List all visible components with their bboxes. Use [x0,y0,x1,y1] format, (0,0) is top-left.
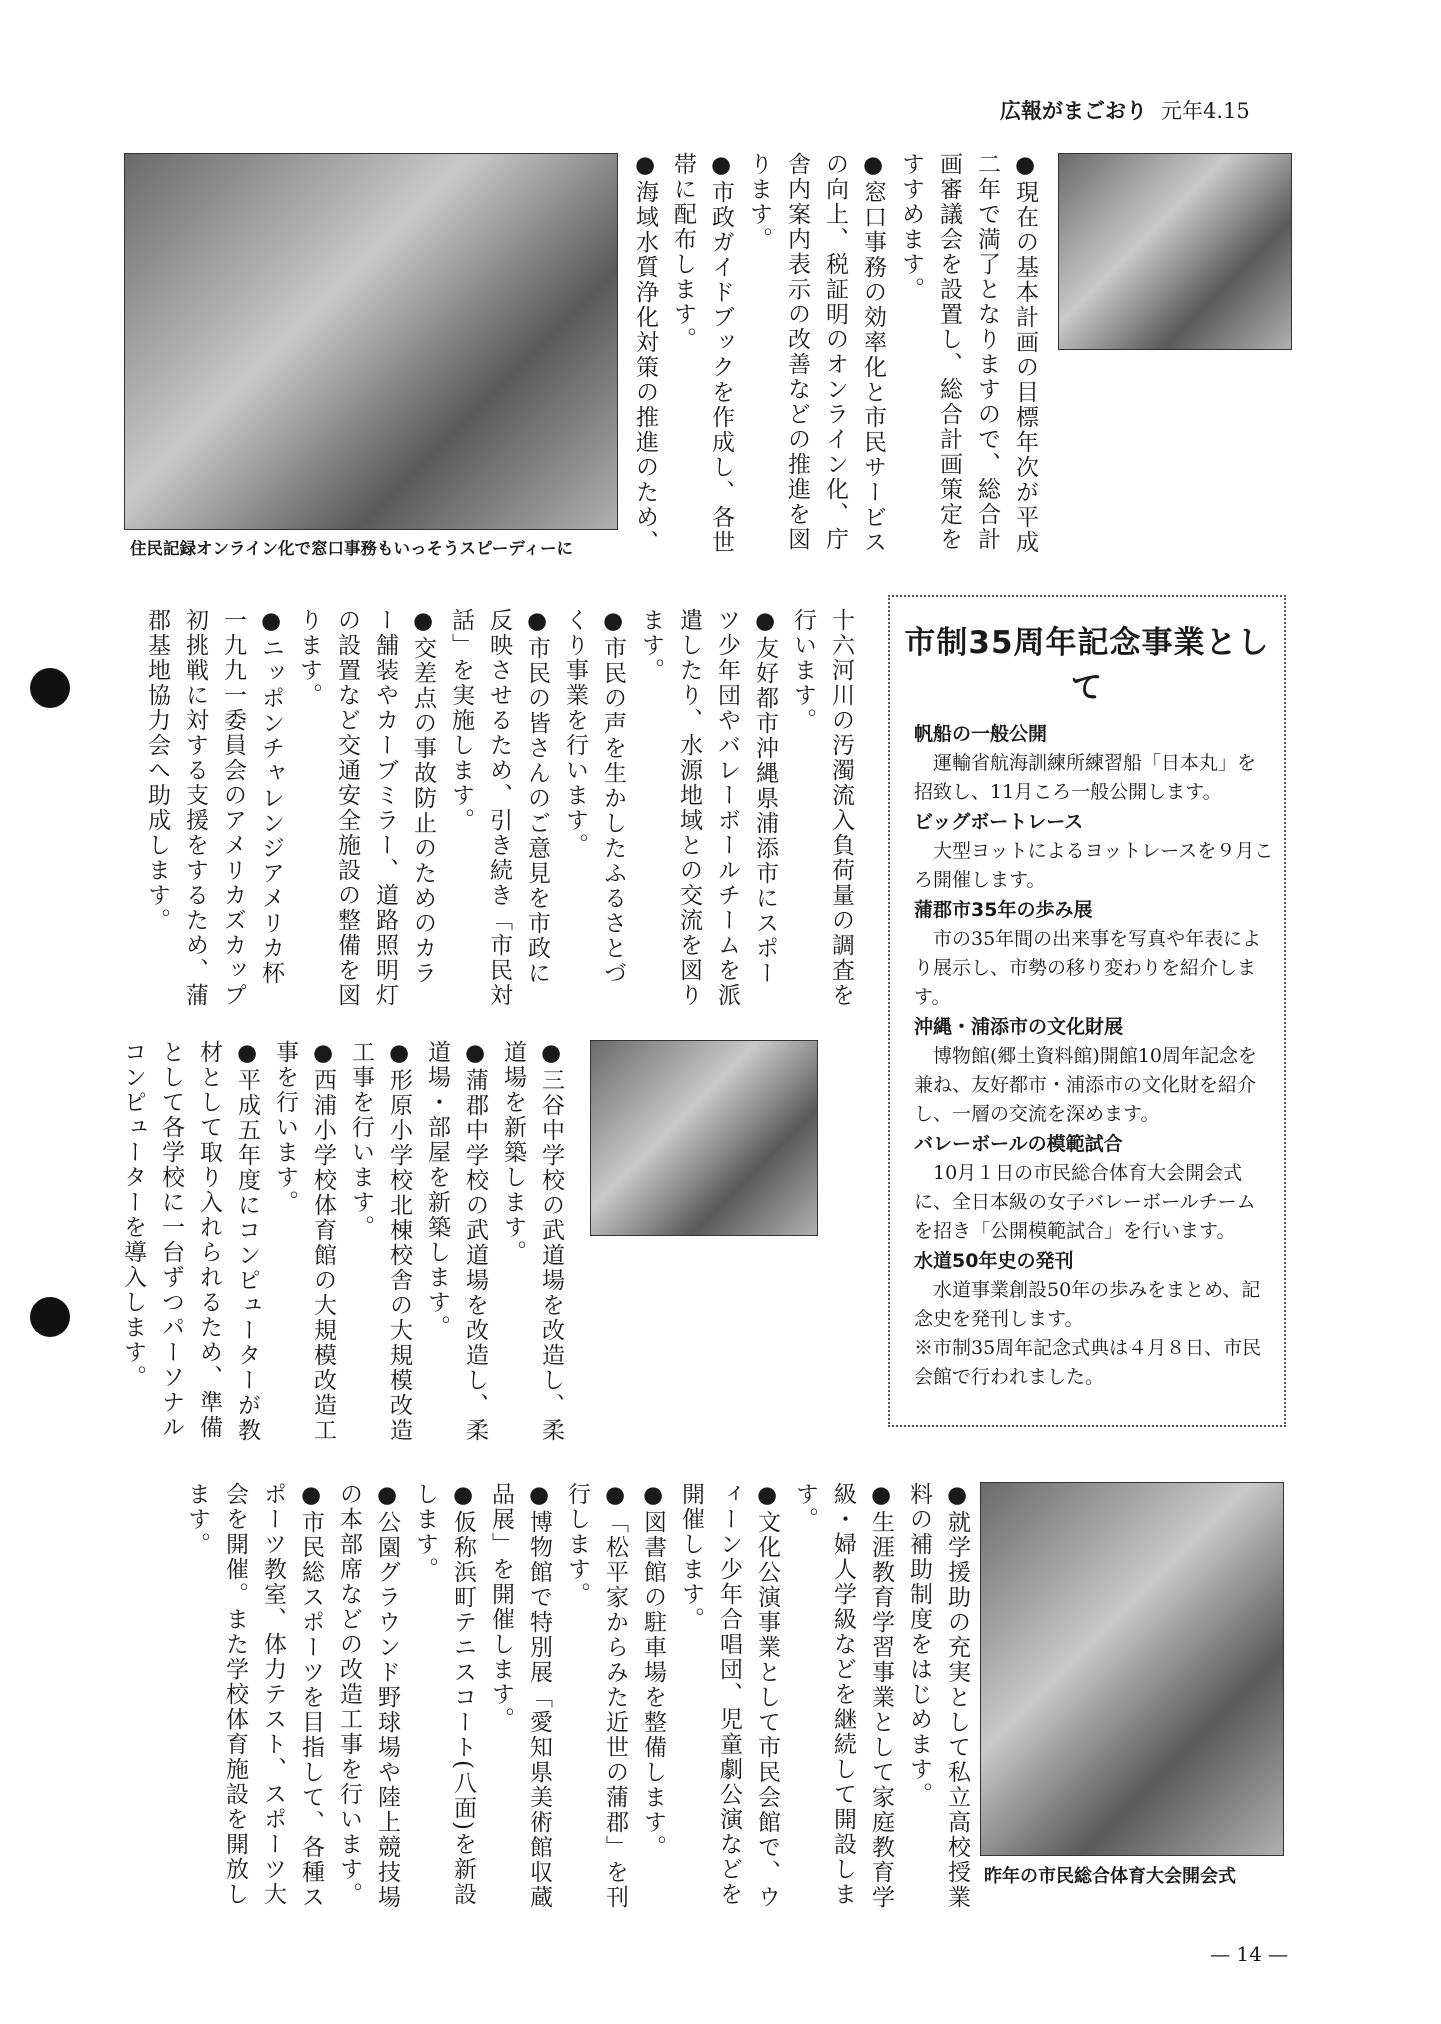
category-amount: 24億9,706万円 [1100,505,1312,538]
anniversary-section [914,1012,1274,1129]
anniversary-section [914,807,1274,895]
bottom-article [120,1482,976,1912]
paragraph: ●平成五年度にコンピューターが教材として取り入れられるため、準備として各学校に一台ずつパーソナルコンピューターを導入します。 [120,1040,260,1443]
paragraph: ●「松平家からみた近世の蒲郡」を刊行します。 [564,1482,628,1910]
slogan-line-rule [1104,427,1292,472]
sports-meet-caption: 昨年の市民総合体育大会開会式 [984,1866,1236,1887]
category-name: 総務費 [1184,458,1277,494]
slogan-line-1: 快汗、のびのび、 [648,1269,848,1298]
paragraph: ●生涯教育学習事業として家庭教育学級・婦人学級などを継続して開設します。 [792,1482,894,1910]
section-body: 博物館(郷土資料館)開館10周年記念を兼ね、友好都市・浦添市の文化財を紹介し、一層の交流を深めます。 [914,1045,1258,1125]
paragraph: ●海域水質浄化対策の推進のため、 [632,152,658,555]
paragraph: ●博物館で特別展「愛知県美術館収蔵品展」を開催します。 [488,1482,552,1910]
punch-hole [30,1297,70,1337]
section-heading: バレーボールの模範試合 [914,1133,1123,1155]
paragraph: ●公園グラウンド野球場や陸上競技場の本部席などの改造工事を行います。 [336,1482,400,1910]
window-office-caption: 住民記録オンライン化で窓口事務もいっそうスピーディーに [130,539,574,558]
section-heading: 帆船の一般公開 [914,723,1048,745]
anniversary-box [888,595,1286,1427]
paragraph: ●形原小学校北棟校舎の大規模改造工事を行います。 [348,1040,412,1443]
issue-date: 元年4.15 [1161,99,1250,123]
education-article [120,1040,570,1450]
anniversary-section [914,895,1274,1012]
paragraph: ●蒲郡中学校の武道場を改造し、柔道場・部屋を新築します。 [424,1040,488,1443]
anniversary-section [914,1246,1274,1334]
paragraph: ●友好都市沖縄県浦添市にスポーツ少年団やバレーボールチームを派遣したり、水源地域との交流を図ります。 [638,608,778,1008]
paragraph: ●三谷中学校の武道場を改造し、柔道場を新築します。 [500,1040,564,1443]
paragraph: ●交差点の事故防止のためのカラー舗装やカーブミラー、道路照明灯の設置など交通安全施設の整備を図ります。 [296,608,436,1008]
slogan-line-2: みんなの声 [1117,413,1228,438]
paragraph: ●市民の皆さんのご意見を市政に反映させるため、引き続き「市民対話」を実施します。 [448,608,550,1008]
section-body: 水道事業創設50年の歩みをまとめ、記念史を発刊します。 [914,1279,1261,1330]
paragraph: ●市民の声を生かしたふるさとづくり事業を行います。 [562,608,626,986]
page-number: — 14 — [1210,1942,1289,1966]
anniversary-section [914,719,1274,807]
category-name: 教育費 [720,1356,813,1392]
section-body: 市の35年間の出来事を写真や年表により展示し、市勢の移り変わりを紹介します。 [914,928,1262,1008]
anniversary-section [914,1129,1274,1246]
paragraph: ●西浦小学校体育館の大規模改造工事を行います。 [272,1040,336,1443]
section-body: 10月１日の市民総合体育大会開会式に、全日本級の女子バレーボールチームを招き「公開模範試合」を行います。 [914,1162,1256,1242]
slogan-line-2: 心豊かに [648,1305,749,1334]
section-body: 大型ヨットによるヨットレースを９月ころ開催します。 [914,840,1274,891]
section-heading: 蒲郡市35年の歩み展 [914,899,1093,921]
page-header [1000,95,1250,125]
paragraph: ●就学援助の充実として私立高校授業料の補助制度をはじめます。 [906,1482,970,1910]
category-amount: 21億7,477万円 [634,1399,846,1432]
publication-title: 広報がまごおり [1000,98,1147,123]
paragraph: ●窓口事務の効率化と市民サービスの向上、税証明のオンライン化、庁舎内案内表示の改善などの推進を図ります。 [746,152,886,555]
section-heading: 沖縄・浦添市の文化財展 [914,1016,1124,1038]
section-heading: 水道50年史の発刊 [914,1250,1074,1272]
section-body: 運輸省航海訓練所練習船「日本丸」を招致し、11月ころ一般公開します。 [914,752,1257,803]
sports-meet-photo [980,1482,1284,1856]
section-heading: ビッグボートレース [914,811,1084,833]
paragraph: ●市政ガイドブックを作成し、各世帯に配布します。 [670,152,734,555]
paragraph: ●文化公演事業として市民会館で、ウィーン少年合唱団、児童劇公演などを開催します。 [678,1482,780,1910]
ceremony-note: ※市制35周年記念式典は４月８日、市民会館で行われました。 [914,1337,1262,1388]
education-photo [590,1040,818,1236]
paragraph: ●市民総スポーツを目指して、各種スポーツ教室、体力テスト、スポーツ大会を開催。また学校体育施設を開放します。 [184,1482,324,1910]
window-office-photo [124,153,618,530]
general-affairs-photo [1058,153,1292,350]
paragraph: 十六河川の汚濁流入負荷量の調査を行います。 [790,608,854,1008]
paragraph: ●ニッポンチャレンジアメリカ杯一九九一委員会のアメリカズカップ初挑戦に対する支援をするため、蒲郡基地協力会へ助成します。 [144,608,284,1008]
slogan-line-rule [634,1330,825,1376]
paragraph: ●仮称浜町テニスコート(八面)を新設します。 [412,1482,476,1907]
slogan-line-1: 夢、かたち、 [1120,378,1277,408]
paragraph: ●図書館の駐車場を整備します。 [640,1482,666,1860]
anniversary-box-title: 市制35周年記念事業として [904,625,1270,706]
middle-article [120,608,860,1008]
punch-hole [30,668,70,708]
top-article [632,152,1044,558]
paragraph: ●現在の基本計画の目標年次が平成二年で満了となりますので、総合計画審議会を設置し、総合計画策定をすすめます。 [898,152,1038,555]
